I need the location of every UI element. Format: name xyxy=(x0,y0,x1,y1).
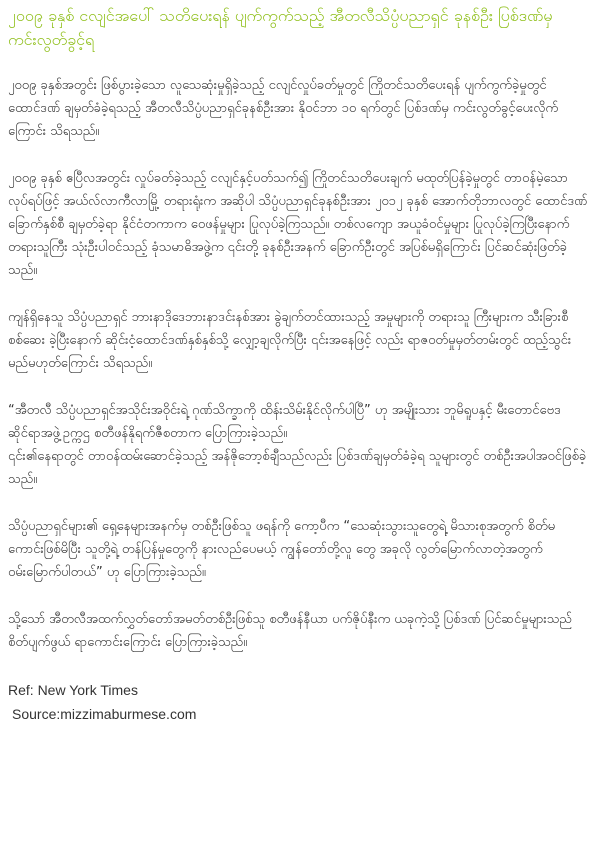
source-line: Source:mizzimaburmese.com xyxy=(12,706,197,722)
article-paragraph: ၎င်း၏နေရာတွင် တာဝန်ထမ်းဆောင်ခဲ့သည့် အန်ဇိုဘော့စ်ချီသည်လည်း ပြစ်ဒဏ်ချမှတ်ခံခဲ့ရ သူများတွင် တစ်ဦးအပါအဝင်ဖြစ်ခဲ့သည်။ xyxy=(8,449,587,487)
article-paragraph: ကျန်ရှိနေသူ သိပ္ပံပညာရှင် ဘားနာဒိုဒေဘားနာဒင်းနစ်အား ခွဲချက်တင်ထားသည့် အမှုများကို တရားသူ ကြီးများက သီးခြားစီ စစ်ဆေး ခဲ့ပြီးနောက် ဆိုင်းငံ့ထောင်ဒဏ်နှစ်နှစ်သို့ လျှော့ချလိုက်ပြီး ၎င်းအနေဖြင့် လည်း ရာဇဝတ်မှုမှတ်တမ်းတွင် ထည့်သွင်းမည်မဟုတ်ကြောင်း သိရသည်။ xyxy=(8,310,572,371)
article-paragraph: ၂၀၀၉ ခုနှစ် ဧပြီလအတွင်း လှုပ်ခတ်ခဲ့သည့် ငလျင်နှင့်ပတ်သက်၍ ကြိုတင်သတိပေးချက် မထုတ်ပြန်ခဲ့မှုတွင် တာဝန်မဲ့သောလုပ်ရပ်ဖြင့် အယ်လ်လာကီလာမြို့ တရားရုံးက အဆိုပါ သိပ္ပံပညာရှင်ခုနစ်ဦးအား ၂၀၁၂ ခုနှစ် အောက်တိုဘာလတွင် ထောင်ဒဏ် ခြောက်နှစ်စီ ချမှတ်ခဲ့ရာ နိုင်ငံတကာက ဝေဖန်မှုများ ပြုလုပ်ခဲ့ကြသည်။ တစ်လကျော အယူခံဝင်မှုများ ပြုလုပ်ခဲ့ကြပြီးနောက် တရားသူကြီး သုံးဦးပါဝင်သည့် ခုံသမာဓိအဖွဲ့က ၎င်းတို့ ခုနစ်ဦးအနက် ခြောက်ဦးတွင် အပြစ်မရှိကြောင်း ပြင်ဆင်ဆုံးဖြတ်ခဲ့သည်။ xyxy=(8,171,588,278)
reference-line: Ref: New York Times xyxy=(8,682,138,698)
article-paragraph: သိပ္ပံပညာရှင်များ၏ ရှေ့နေများအနက်မှ တစ်ဦးဖြစ်သူ ဖရန်ကို ကော့ပီက “သေဆုံးသွားသူတွေရဲ့ မိသားစုအတွက် စိတ်မကောင်းဖြစ်မိပြီး သူတို့ရဲ့ တန်ပြန်မှုတွေကို နားလည်ပေမယ့် ကျွန်တော်တို့လူ တွေ အခုလို လွတ်မြောက်လာတဲ့အတွက် ဝမ်းမြောက်ပါတယ်” ဟု ပြောကြားခဲ့သည်။ xyxy=(8,519,556,580)
article-footer xyxy=(8,678,590,726)
article-paragraph: “အီတလီ သိပ္ပံပညာရှင်အသိုင်းအဝိုင်းရဲ့ ဂုဏ်သိက္ခာကို ထိန်းသိမ်းနိုင်လိုက်ပါပြီ” ဟု အမျိုးသား ဘူမိရူပနှင့် မီးတောင်ဗေဒဆိုင်ရာအဖွဲ့ဥက္ကဌ စတီဖန်နိုရက်ဇီစတာက ပြောကြားခဲ့သည်။ xyxy=(8,403,561,441)
article-paragraph: ၂၀၀၉ ခုနှစ်အတွင်း ဖြစ်ပွားခဲ့သော လူသေဆုံးမှုရှိခဲ့သည့် ငလျင်လှုပ်ခတ်မှုတွင် ကြိုတင်သတိပေးရန် ပျက်ကွက်ခဲ့မှုတွင် ထောင်ဒဏ် ချမှတ်ခံခဲ့ရသည့် အီတလီသိပ္ပံပညာရှင်ခုနစ်ဦးအား နိုဝင်ဘာ ၁၀ ရက်တွင် ပြစ်ဒဏ်မှ ကင်းလွတ်ခွင့်ပေးလိုက် ကြောင်း သိရသည်။ xyxy=(8,78,559,139)
article-headline: ၂၀၀၉ ခုနှစ် ငလျင်အပေါ် သတိပေးရန် ပျက်ကွက်သည့် အီတလီသိပ္ပံပညာရှင် ခုနစ်ဦး ပြစ်ဒဏ်မှ ကင်းလွတ်ခွင့်ရ xyxy=(8,6,553,49)
article-paragraph: သို့သော် အီတလီအထက်လွှတ်တော်အမတ်တစ်ဦးဖြစ်သူ စတီဖန်နီယာ ပက်ဇိုပ်နီးက ယခုကဲ့သို့ ပြစ်ဒဏ် ပြင်ဆင်မှုများသည် စိတ်ပျက်ဖွယ် ရာကောင်းကြောင်း ပြောကြားခဲ့သည်။ xyxy=(8,612,572,650)
